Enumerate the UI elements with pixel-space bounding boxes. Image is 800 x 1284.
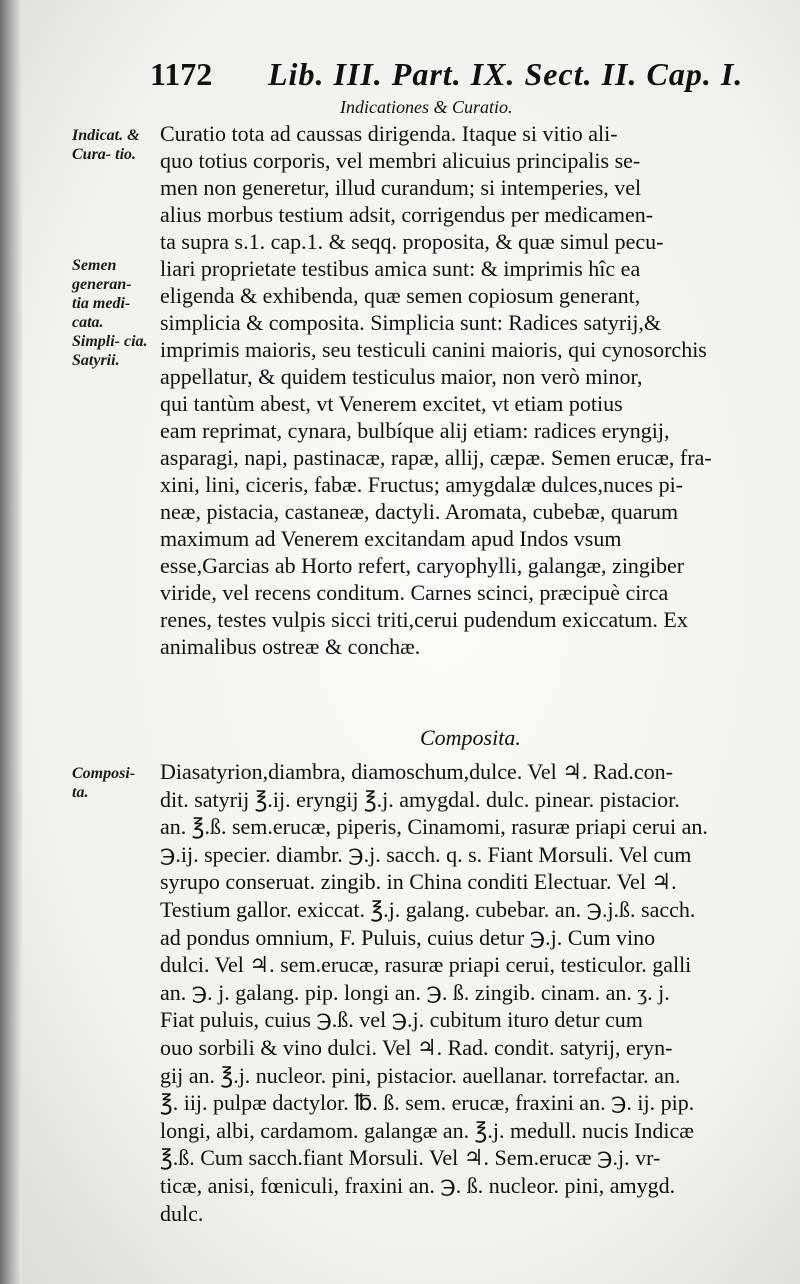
text-line: eam reprimat, cynara, bulbíque alij etiam: radices eryngij, bbox=[160, 418, 670, 443]
page-header bbox=[150, 56, 770, 100]
running-head: Lib. III. Part. IX. Sect. II. Cap. I. bbox=[268, 56, 744, 92]
margin-note-semen: Semen generan- tia medi- cata. Simpli- cia. Satyrii. bbox=[72, 257, 148, 369]
text-line: dulci. Vel ♃. sem.erucæ, rasuræ priapi cerui, testiculor. galli bbox=[160, 952, 692, 978]
text-line: men non generetur, illud curandum; si intemperies, vel bbox=[160, 175, 642, 200]
text-line: liari proprietate testibus amica sunt: & imprimis hîc ea bbox=[160, 256, 641, 281]
text-line: dulc. bbox=[160, 1200, 204, 1226]
margin-note-indicat: Indicat. & Cura- tio. bbox=[72, 127, 140, 163]
section-composita-text bbox=[160, 758, 785, 1227]
chapter-subtitle: Indicationes & Curatio. bbox=[340, 97, 513, 117]
text-line: ℥.ß. Cum sacch.fiant Morsuli. Vel ♃. Sem.erucæ ℈.j. vr- bbox=[160, 1145, 661, 1171]
text-line: simplicia & composita. Simplicia sunt: Radices satyrij,& bbox=[160, 310, 662, 335]
text-line: an. ℥.ß. sem.erucæ, piperis, Cinamomi, rasuræ priapi cerui an. bbox=[160, 814, 708, 840]
text-line: appellatur, & quidem testiculus maior, non verò minor, bbox=[160, 364, 643, 389]
text-line: gij an. ℥.j. nucleor. pini, pistacior. auellanar. torrefactar. an. bbox=[160, 1062, 681, 1088]
text-line: imprimis maioris, seu testiculi canini maioris, qui cynosorchis bbox=[160, 337, 707, 362]
text-line: longi, albi, cardamom. galangæ an. ℥.j. medull. nucis Indicæ bbox=[160, 1117, 694, 1143]
text-line: Fiat puluis, cuius ℈.ß. vel ℈.j. cubitum ituro detur cum bbox=[160, 1007, 643, 1033]
text-line: syrupo conseruat. zingib. in China conditi Electuar. Vel ♃. bbox=[160, 869, 677, 895]
text-line: quo totius corporis, vel membri alicuius principalis se- bbox=[160, 148, 641, 173]
text-line: xini, lini, ciceris, fabæ. Fructus; amygdalæ dulces,nuces pi- bbox=[160, 472, 684, 497]
text-line: dit. satyrij ℥.ij. eryngij ℥.j. amygdal. dulc. pinear. pistacior. bbox=[160, 786, 680, 812]
text-line: Curatio tota ad caussas dirigenda. Itaque si vitio ali- bbox=[160, 121, 618, 146]
text-line: animalibus ostreæ & conchæ. bbox=[160, 634, 421, 659]
text-line: renes, testes vulpis sicci triti,cerui pudendum exiccatum. Ex bbox=[160, 607, 688, 632]
section-composita-title: Composita. bbox=[420, 725, 521, 750]
text-line: ℥. iij. pulpæ dactylor. ℔. ß. sem. erucæ, fraxini an. ℈. ij. pip. bbox=[160, 1090, 695, 1116]
text-line: neæ, pistacia, castaneæ, dactyli. Aromata, cubebæ, quarum bbox=[160, 499, 679, 524]
text-line: qui tantùm abest, vt Venerem excitet, vt etiam potius bbox=[160, 391, 623, 416]
book-spine-shadow bbox=[0, 0, 22, 1284]
text-line: asparagi, napi, pastinacæ, rapæ, allij, cæpæ. Semen erucæ, fra- bbox=[160, 445, 712, 470]
text-line: ad pondus omnium, F. Puluis, cuius detur ℈.j. Cum vino bbox=[160, 924, 656, 950]
text-line: viride, vel recens conditum. Carnes scinci, præcipuè circa bbox=[160, 580, 669, 605]
text-line: alius morbus testium adsit, corrigendus per medicamen- bbox=[160, 202, 654, 227]
margin-note-composita: Composi- ta. bbox=[72, 765, 136, 801]
text-line: an. ℈. j. galang. pip. longi an. ℈. ß. zingib. cinam. an. ʒ. j. bbox=[160, 979, 670, 1005]
text-line: Diasatyrion,diambra, diamoschum,dulce. Vel ♃. Rad.con- bbox=[160, 759, 673, 784]
page-number: 1172 bbox=[150, 56, 213, 92]
text-line: esse,Garcias ab Horto refert, caryophylli, galangæ, zingiber bbox=[160, 553, 685, 578]
text-line: Testium gallor. exiccat. ℥.j. galang. cubebar. an. ℈.j.ß. sacch. bbox=[160, 896, 696, 922]
text-line: ta supra s.1. cap.1. & seqq. proposita, & quæ simul pecu- bbox=[160, 229, 664, 254]
text-line: ℈.ij. specier. diambr. ℈.j. sacch. q. s. Fiant Morsuli. Vel cum bbox=[160, 841, 692, 867]
text-line: ouo sorbili & vino dulci. Vel ♃. Rad. condit. satyrij, eryn- bbox=[160, 1034, 673, 1060]
text-line: maximum ad Venerem excitandam apud Indos vsum bbox=[160, 526, 622, 551]
text-line: eligenda & exhibenda, quæ semen copiosum generant, bbox=[160, 283, 641, 308]
section-simplicia-text bbox=[160, 120, 785, 660]
text-line: ticæ, anisi, fœniculi, fraxini an. ℈. ß. nucleor. pini, amygd. bbox=[160, 1172, 676, 1198]
